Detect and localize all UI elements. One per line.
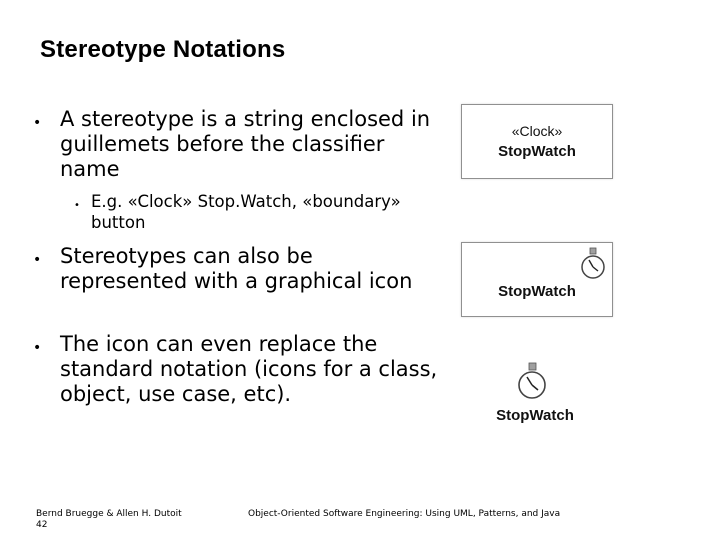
stereotype-label: «Clock» xyxy=(511,123,563,139)
class-name: StopWatch xyxy=(498,283,576,300)
bullet-marker: • xyxy=(33,340,42,356)
icon-label: StopWatch xyxy=(496,407,574,424)
bullet-marker: • xyxy=(33,115,42,131)
authors-text: Bernd Bruegge & Allen H. Dutoit xyxy=(36,509,182,519)
bullet-marker: • xyxy=(33,252,42,268)
stopwatch-icon xyxy=(515,362,549,400)
bullet-text: A stereotype is a string enclosed in guillemets before the classifier name xyxy=(60,107,431,181)
sub-bullet-marker: • xyxy=(74,200,80,211)
page-number: 42 xyxy=(36,520,48,530)
class-name: StopWatch xyxy=(498,143,576,160)
stereotype-class-box xyxy=(461,104,613,179)
icon-only-notation xyxy=(480,362,590,432)
slide-title: Stereotype Notations xyxy=(40,36,286,63)
bullet-text: Stereotypes can also be represented with a graphical icon xyxy=(60,244,413,293)
sub-bullet-text: E.g. «Clock» Stop.Watch, «boundary» button xyxy=(91,192,401,232)
bullet-text: The icon can even replace the standard notation (icons for a class, object, use case, etc). xyxy=(60,332,438,406)
footer-book-title: Object-Oriented Software Engineering: Using UML, Patterns, and Java xyxy=(248,509,561,519)
icon-stereotype-class-box xyxy=(461,242,613,317)
footer-authors xyxy=(36,509,182,531)
stopwatch-icon xyxy=(579,247,607,281)
